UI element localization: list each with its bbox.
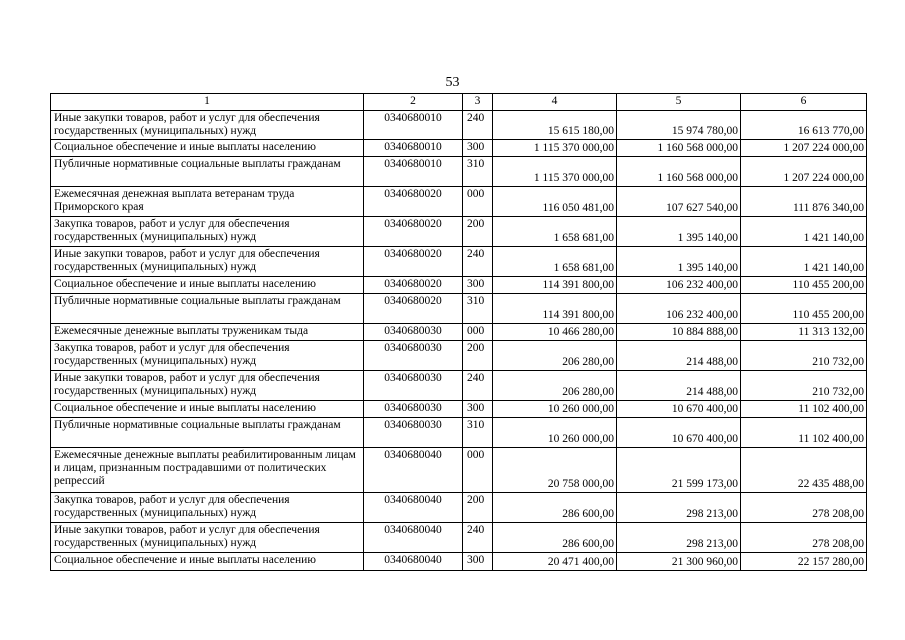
column-header-year-2: 5 bbox=[617, 94, 741, 111]
row-amount-1: 1 658 681,00 bbox=[493, 247, 617, 277]
row-amount-1: 114 391 800,00 bbox=[493, 294, 617, 324]
row-name: Иные закупки товаров, работ и услуг для обеспечения государственных (муниципальных) нужд bbox=[51, 247, 364, 277]
row-amount-2: 1 160 568 000,00 bbox=[617, 140, 741, 157]
row-name: Публичные нормативные социальные выплаты гражданам bbox=[51, 157, 364, 187]
table-row bbox=[51, 371, 867, 401]
table-row bbox=[51, 493, 867, 523]
row-name: Иные закупки товаров, работ и услуг для обеспечения государственных (муниципальных) нужд bbox=[51, 111, 364, 140]
row-vr: 240 bbox=[463, 247, 493, 277]
row-code: 0340680030 bbox=[364, 341, 463, 371]
table-row bbox=[51, 418, 867, 448]
row-amount-2: 214 488,00 bbox=[617, 341, 741, 371]
row-code: 0340680020 bbox=[364, 277, 463, 294]
row-amount-1: 10 260 000,00 bbox=[493, 418, 617, 448]
row-code: 0340680020 bbox=[364, 187, 463, 217]
row-amount-3: 1 421 140,00 bbox=[741, 247, 867, 277]
row-vr: 000 bbox=[463, 187, 493, 217]
column-header-year-3: 6 bbox=[741, 94, 867, 111]
row-name: Социальное обеспечение и иные выплаты населению bbox=[51, 553, 364, 571]
row-amount-2: 106 232 400,00 bbox=[617, 277, 741, 294]
row-code: 0340680030 bbox=[364, 401, 463, 418]
row-code: 0340680030 bbox=[364, 371, 463, 401]
table-row bbox=[51, 247, 867, 277]
row-amount-1: 15 615 180,00 bbox=[493, 111, 617, 140]
row-name: Социальное обеспечение и иные выплаты населению bbox=[51, 277, 364, 294]
column-header-code: 2 bbox=[364, 94, 463, 111]
row-amount-1: 20 471 400,00 bbox=[493, 553, 617, 571]
row-vr: 300 bbox=[463, 140, 493, 157]
table-row bbox=[51, 341, 867, 371]
row-amount-3: 22 157 280,00 bbox=[741, 553, 867, 571]
row-amount-2: 298 213,00 bbox=[617, 523, 741, 553]
row-amount-3: 11 102 400,00 bbox=[741, 418, 867, 448]
row-amount-3: 1 207 224 000,00 bbox=[741, 140, 867, 157]
row-vr: 000 bbox=[463, 448, 493, 493]
row-amount-2: 214 488,00 bbox=[617, 371, 741, 401]
row-amount-1: 114 391 800,00 bbox=[493, 277, 617, 294]
row-vr: 000 bbox=[463, 324, 493, 341]
row-code: 0340680010 bbox=[364, 140, 463, 157]
row-amount-2: 107 627 540,00 bbox=[617, 187, 741, 217]
row-code: 0340680010 bbox=[364, 157, 463, 187]
row-name: Социальное обеспечение и иные выплаты населению bbox=[51, 401, 364, 418]
row-amount-3: 210 732,00 bbox=[741, 341, 867, 371]
row-amount-1: 1 115 370 000,00 bbox=[493, 140, 617, 157]
row-amount-2: 1 395 140,00 bbox=[617, 217, 741, 247]
row-amount-1: 286 600,00 bbox=[493, 523, 617, 553]
table-row bbox=[51, 523, 867, 553]
row-name: Иные закупки товаров, работ и услуг для обеспечения государственных (муниципальных) нужд bbox=[51, 523, 364, 553]
row-code: 0340680030 bbox=[364, 418, 463, 448]
row-amount-2: 106 232 400,00 bbox=[617, 294, 741, 324]
table-row bbox=[51, 553, 867, 571]
row-amount-2: 10 884 888,00 bbox=[617, 324, 741, 341]
row-code: 0340680020 bbox=[364, 217, 463, 247]
row-amount-2: 21 599 173,00 bbox=[617, 448, 741, 493]
row-amount-3: 11 313 132,00 bbox=[741, 324, 867, 341]
row-name: Ежемесячные денежные выплаты реабилитированным лицам и лицам, признанным пострадавшими от политических репрессий bbox=[51, 448, 364, 493]
row-code: 0340680040 bbox=[364, 493, 463, 523]
budget-table bbox=[50, 93, 867, 571]
row-amount-3: 111 876 340,00 bbox=[741, 187, 867, 217]
row-vr: 300 bbox=[463, 553, 493, 571]
row-name: Ежемесячная денежная выплата ветеранам труда Приморского края bbox=[51, 187, 364, 217]
row-amount-2: 298 213,00 bbox=[617, 493, 741, 523]
row-name: Социальное обеспечение и иные выплаты населению bbox=[51, 140, 364, 157]
page-number: 53 bbox=[445, 75, 460, 90]
column-header-year-1: 4 bbox=[493, 94, 617, 111]
row-vr: 310 bbox=[463, 418, 493, 448]
row-amount-3: 16 613 770,00 bbox=[741, 111, 867, 140]
row-name: Закупка товаров, работ и услуг для обеспечения государственных (муниципальных) нужд bbox=[51, 341, 364, 371]
row-amount-1: 10 260 000,00 bbox=[493, 401, 617, 418]
table-row bbox=[51, 140, 867, 157]
row-amount-2: 1 395 140,00 bbox=[617, 247, 741, 277]
table-row bbox=[51, 277, 867, 294]
row-amount-3: 210 732,00 bbox=[741, 371, 867, 401]
row-amount-3: 278 208,00 bbox=[741, 523, 867, 553]
table-row bbox=[51, 294, 867, 324]
row-amount-1: 206 280,00 bbox=[493, 371, 617, 401]
row-vr: 200 bbox=[463, 217, 493, 247]
row-amount-3: 278 208,00 bbox=[741, 493, 867, 523]
row-amount-1: 1 658 681,00 bbox=[493, 217, 617, 247]
row-vr: 240 bbox=[463, 371, 493, 401]
row-amount-2: 10 670 400,00 bbox=[617, 401, 741, 418]
row-amount-3: 1 421 140,00 bbox=[741, 217, 867, 247]
row-amount-1: 116 050 481,00 bbox=[493, 187, 617, 217]
row-amount-2: 10 670 400,00 bbox=[617, 418, 741, 448]
row-code: 0340680030 bbox=[364, 324, 463, 341]
row-amount-3: 1 207 224 000,00 bbox=[741, 157, 867, 187]
row-name: Публичные нормативные социальные выплаты гражданам bbox=[51, 294, 364, 324]
row-amount-3: 110 455 200,00 bbox=[741, 277, 867, 294]
row-code: 0340680040 bbox=[364, 523, 463, 553]
row-code: 0340680040 bbox=[364, 553, 463, 571]
row-vr: 240 bbox=[463, 523, 493, 553]
row-amount-1: 206 280,00 bbox=[493, 341, 617, 371]
row-amount-2: 21 300 960,00 bbox=[617, 553, 741, 571]
row-vr: 300 bbox=[463, 401, 493, 418]
row-amount-1: 286 600,00 bbox=[493, 493, 617, 523]
table-row bbox=[51, 324, 867, 341]
table-row bbox=[51, 448, 867, 493]
table-row bbox=[51, 111, 867, 140]
row-amount-3: 110 455 200,00 bbox=[741, 294, 867, 324]
table-row bbox=[51, 157, 867, 187]
column-header-name: 1 bbox=[51, 94, 364, 111]
table-row bbox=[51, 401, 867, 418]
row-amount-1: 20 758 000,00 bbox=[493, 448, 617, 493]
row-name: Иные закупки товаров, работ и услуг для обеспечения государственных (муниципальных) нужд bbox=[51, 371, 364, 401]
row-code: 0340680010 bbox=[364, 111, 463, 140]
row-amount-2: 1 160 568 000,00 bbox=[617, 157, 741, 187]
row-amount-1: 1 115 370 000,00 bbox=[493, 157, 617, 187]
row-vr: 200 bbox=[463, 341, 493, 371]
row-amount-2: 15 974 780,00 bbox=[617, 111, 741, 140]
table-header-row bbox=[51, 94, 867, 111]
row-name: Ежемесячные денежные выплаты труженикам тыда bbox=[51, 324, 364, 341]
row-code: 0340680040 bbox=[364, 448, 463, 493]
column-header-vr: 3 bbox=[463, 94, 493, 111]
row-name: Публичные нормативные социальные выплаты гражданам bbox=[51, 418, 364, 448]
row-amount-1: 10 466 280,00 bbox=[493, 324, 617, 341]
row-vr: 300 bbox=[463, 277, 493, 294]
row-name: Закупка товаров, работ и услуг для обеспечения государственных (муниципальных) нужд bbox=[51, 493, 364, 523]
row-vr: 240 bbox=[463, 111, 493, 140]
row-code: 0340680020 bbox=[364, 247, 463, 277]
row-amount-3: 22 435 488,00 bbox=[741, 448, 867, 493]
table-row bbox=[51, 217, 867, 247]
row-vr: 310 bbox=[463, 157, 493, 187]
row-amount-3: 11 102 400,00 bbox=[741, 401, 867, 418]
row-name: Закупка товаров, работ и услуг для обеспечения государственных (муниципальных) нужд bbox=[51, 217, 364, 247]
row-vr: 310 bbox=[463, 294, 493, 324]
row-code: 0340680020 bbox=[364, 294, 463, 324]
row-vr: 200 bbox=[463, 493, 493, 523]
table-row bbox=[51, 187, 867, 217]
